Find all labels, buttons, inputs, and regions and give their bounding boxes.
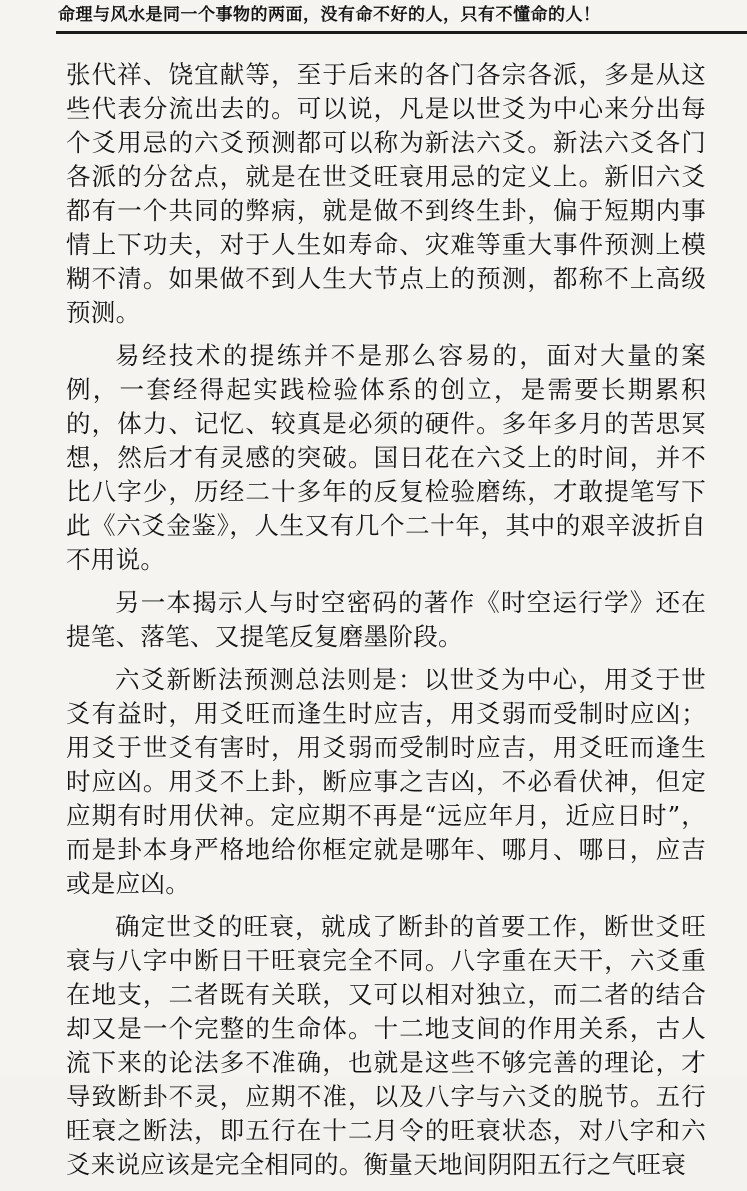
page-body [66,58,706,1191]
paragraph-4: 六爻新断法预测总法则是：以世爻为中心，用爻于世爻有益时，用爻旺而逢生时应吉，用爻弱而受制时应凶；用爻于世爻有害时，用爻弱而受制时应吉，用爻旺而逢生时应凶。用爻不上卦，断应事之吉凶，不必看伏神，但定应期有时用伏神。定应期不再是“远应年月，近应日时”，而是卦本身严格地给你框定就是哪年、哪月、哪日，应吉或是应凶。 [66,665,706,898]
running-header: 命理与风水是同一个事物的两面，没有命不好的人，只有不懂命的人！ [58,5,601,25]
paragraph-3: 另一本揭示人与时空密码的著作《时空运行学》还在提笔、落笔、又提笔反复磨墨阶段。 [66,588,706,651]
paragraph-2: 易经技术的提练并不是那么容易的，面对大量的案例，一套经得起实践检验体系的创立，是需要长期累积的，体力、记忆、较真是必须的硬件。多年多月的苦思冥想，然后才有灵感的突破。国日花在六爻上的时间，并不比八字少，历经二十多年的反复检验磨练，才敢提笔写下此《六爻金鉴》，人生又有几个二十年，其中的艰辛波折自不用说。 [66,341,706,574]
paragraph-5: 确定世爻的旺衰，就成了断卦的首要工作，断世爻旺衰与八字中断日干旺衰完全不同。八字重在天干，六爻重在地支，二者既有关联，又可以相对独立，而二者的结合却又是一个完整的生命体。十二地支间的作用关系，古人流下来的论法多不准确，也就是这些不够完善的理论，才导致断卦不灵，应期不准，以及八字与六爻的脱节。五行旺衰之断法，即五行在十二月令的旺衰状态，对八字和六爻来说应该是完全相同的。衡量天地间阴阳五行之气旺衰 [66,912,706,1179]
header-rule [56,31,747,34]
paragraph-1: 张代祥、饶宜献等，至于后来的各门各宗各派，多是从这些代表分流出去的。可以说，凡是以世爻为中心来分出每个爻用忌的六爻预测都可以称为新法六爻。新法六爻各门各派的分岔点，就是在世爻旺衰用忌的定义上。新旧六爻都有一个共同的弊病，就是做不到终生卦，偏于短期内事情上下功夫，对于人生如寿命、灾难等重大事件预测上模糊不清。如果做不到人生大节点上的预测，都称不上高级预测。 [66,60,706,327]
